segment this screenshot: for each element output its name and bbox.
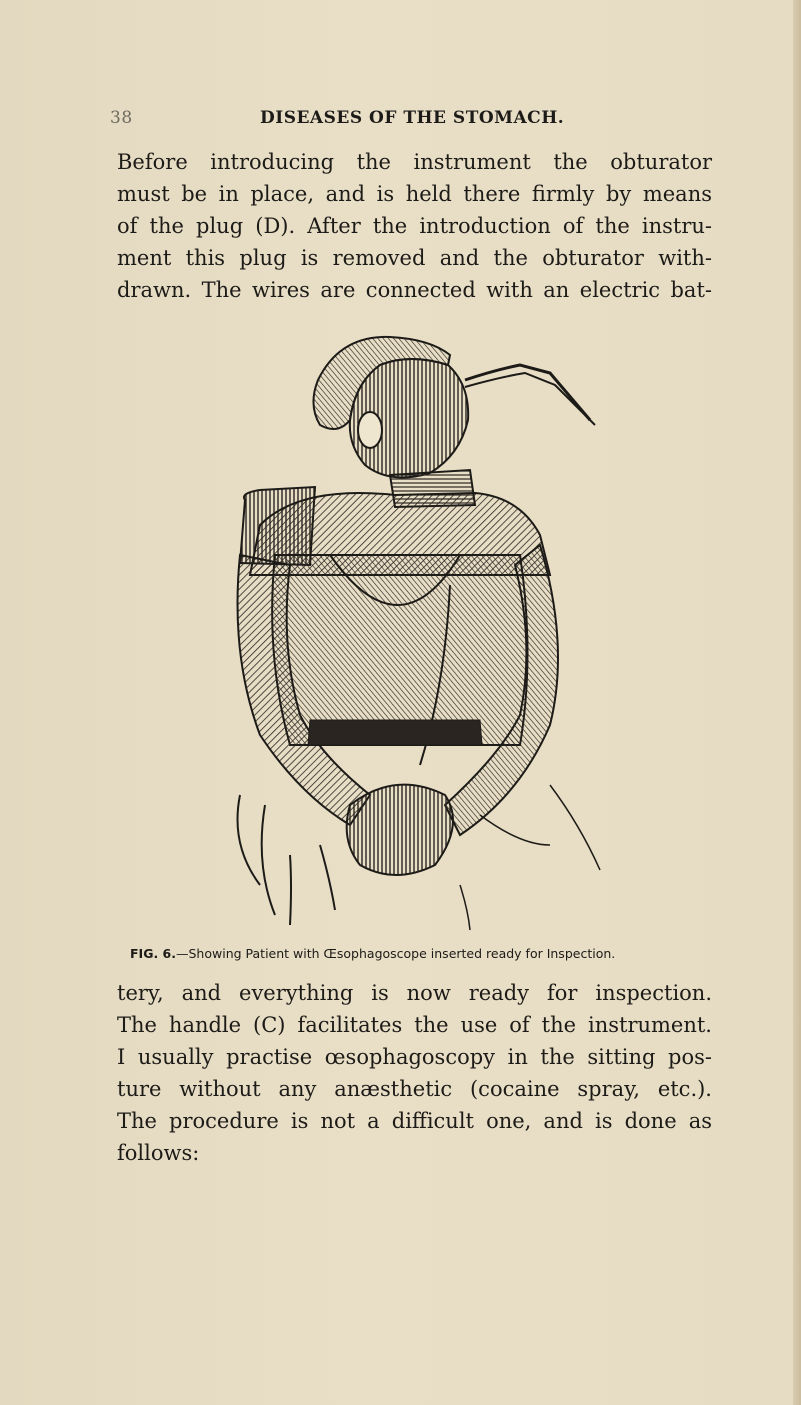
- page-number: 38: [110, 108, 133, 128]
- caption-text: —Showing Patient with Œsophagoscope inserted ready for Inspection.: [176, 946, 616, 961]
- text-line: of the plug (D). After the introduction of the instru-: [117, 214, 712, 238]
- text-line: Before introducing the instrument the obturator: [117, 150, 712, 174]
- figure-caption: [130, 946, 690, 961]
- running-head-title: DISEASES OF THE STOMACH.: [260, 108, 565, 128]
- text-line: ment this plug is removed and the obturator with-: [117, 246, 712, 270]
- paragraph-bottom: [117, 977, 712, 1169]
- text-line: I usually practise œsophagoscopy in the sitting pos-: [117, 1045, 712, 1069]
- patient-engraving: [220, 325, 640, 935]
- paragraph-top: [117, 146, 712, 306]
- text-line: tery, and everything is now ready for inspection.: [117, 981, 712, 1005]
- ear: [358, 412, 382, 448]
- figure-illustration: [220, 325, 640, 935]
- page-edge: [793, 0, 801, 1405]
- running-head: [110, 108, 730, 134]
- text-line: follows:: [117, 1141, 200, 1165]
- text-line: The procedure is not a difficult one, and is done as: [117, 1109, 712, 1133]
- oesophagoscope-wire: [465, 373, 595, 425]
- torso: [272, 555, 527, 745]
- figure-label: FIG. 6.: [130, 946, 176, 961]
- text-line: The handle (C) facilitates the use of the instrument.: [117, 1013, 712, 1037]
- waist-band: [308, 720, 482, 745]
- folded-hands: [347, 785, 453, 875]
- text-line: must be in place, and is held there firmly by means: [117, 182, 712, 206]
- text-line: ture without any anæsthetic (cocaine spray, etc.).: [117, 1077, 712, 1101]
- text-line: drawn. The wires are connected with an electric bat-: [117, 278, 712, 302]
